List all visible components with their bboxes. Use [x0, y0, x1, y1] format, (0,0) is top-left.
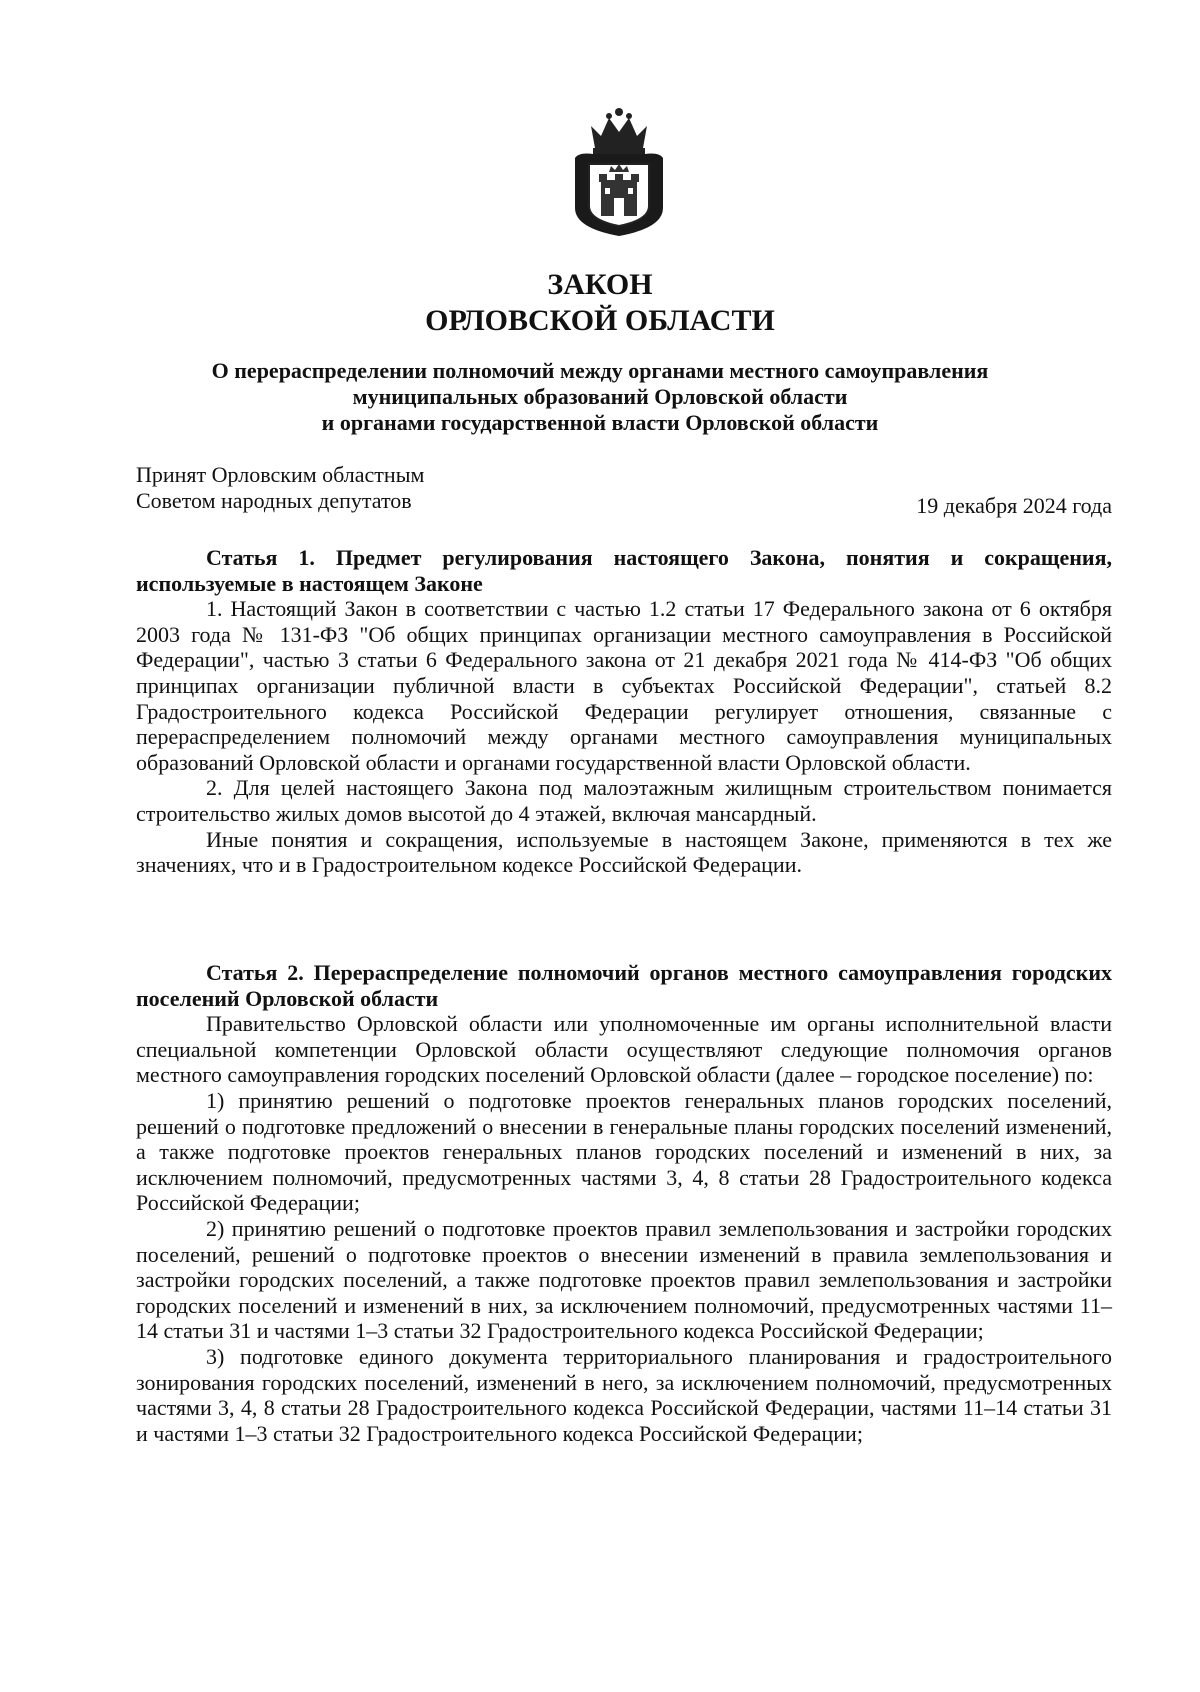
law-subject-line: муниципальных образований Орловской области [352, 384, 848, 409]
paragraph: Правительство Орловской области или уполномоченные им органы исполнительной власти специальной компетенции Орловской области осуществляют следующие полномочия органов местного самоуправления городских поселений Орловской области (далее – городское поселение) по: [136, 1011, 1112, 1088]
article-1 [136, 545, 1112, 878]
law-subject-line: и органами государственной власти Орловской области [321, 410, 879, 435]
adoption-line: Советом народных депутатов [136, 488, 412, 513]
adoption-date: 19 декабря 2024 года [916, 493, 1112, 518]
law-subject-line: О перераспределении полномочий между органами местного самоуправления [211, 358, 989, 383]
list-item: 2) принятию решений о подготовке проектов правил землепользования и застройки городских поселений, решений о подготовке проектов о внесении изменений в правила землепользования и застройки городских поселений, а также подготовке проектов правил землепользования и застройки городских поселений и изменений в них, за исключением полномочий, предусмотренных частями 11–14 статьи 31 и частями 1–3 статьи 32 Градостроительного кодекса Российской Федерации; [136, 1215, 1112, 1344]
paragraph: Иные понятия и сокращения, используемые в настоящем Законе, применяются в тех же значениях, что и в Градостроительном кодексе Российской Федерации. [136, 826, 1112, 878]
paragraph: 2. Для целей настоящего Закона под малоэтажным жилищным строительством понимается строительство жилых домов высотой до 4 этажей, включая мансардный. [136, 775, 1112, 826]
article-2 [136, 960, 1112, 1446]
adoption-note [136, 462, 424, 514]
document-title-region: ОРЛОВСКОЙ ОБЛАСТИ [425, 304, 775, 337]
article-heading: Статья 1. Предмет регулирования настоящего Закона, понятия и сокращения, используемые в настоящем Законе [136, 545, 1112, 596]
list-item: 3) подготовке единого документа территориального планирования и градостроительного зонирования городских поселений, изменений в него, за исключением полномочий, предусмотренных частями 3, 4, 8 статьи 28 Градостроительного кодекса Российской Федерации, частями 11–14 статьи 31 и частями 1–3 статьи 32 Градостроительного кодекса Российской Федерации; [136, 1343, 1112, 1446]
document-title: ЗАКОН [547, 268, 653, 301]
adoption-line: Принят Орловским областным [136, 462, 425, 487]
list-item: 1) принятию решений о подготовке проектов генеральных планов городских поселений, решений о подготовке предложений о внесении в генеральные планы городских поселений изменений, а также подготовке проектов генеральных планов городских поселений и изменений в них, за исключением полномочий, предусмотренных частями 3, 4, 8 статьи 28 Градостроительного кодекса Российской Федерации; [136, 1087, 1112, 1216]
article-heading: Статья 2. Перераспределение полномочий органов местного самоуправления городских поселений Орловской области [136, 960, 1112, 1011]
coat-of-arms-icon [565, 108, 673, 238]
paragraph: 1. Настоящий Закон в соответствии с частью 1.2 статьи 17 Федерального закона от 6 октября 2003 года № 131-ФЗ "Об общих принципах организации местного самоуправления в Российской Федерации", частью 3 статьи 6 Федерального закона от 21 декабря 2021 года № 414-ФЗ "Об общих принципах организации публичной власти в субъектах Российской Федерации", статьей 8.2 Градостроительного кодекса Российской Федерации регулирует отношения, связанные с перераспределением полномочий между органами местного самоуправления муниципальных образований Орловской области и органами государственной власти Орловской области. [136, 596, 1112, 775]
law-subject [150, 358, 1050, 436]
